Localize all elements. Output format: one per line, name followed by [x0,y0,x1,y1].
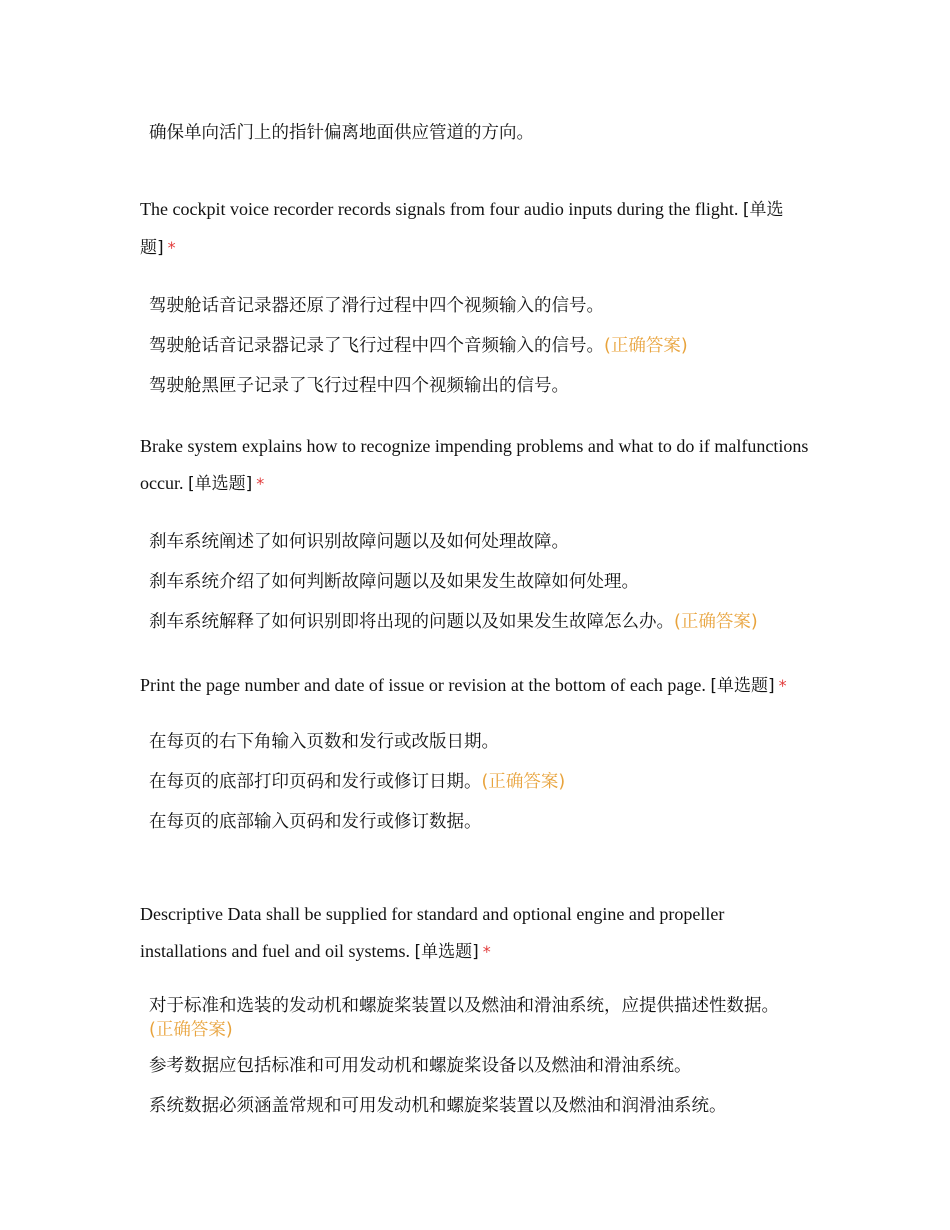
option-text: 驾驶舱话音记录器还原了滑行过程中四个视频输入的信号。 [149,296,604,316]
option-item[interactable] [149,1094,799,1118]
option-text: 驾驶舱话音记录器记录了飞行过程中四个音频输入的信号。 [149,336,604,356]
question-0-options [0,121,950,145]
question-text: Brake system explains how to recognize impending problems and what to do if malfunctions occur. [140,436,809,493]
option-item[interactable] [149,994,799,1042]
option-text: 刹车系统介绍了如何判断故障问题以及如果发生故障如何处理。 [149,572,639,592]
option-text: 刹车系统阐述了如何识别故障问题以及如何处理故障。 [149,532,569,552]
question-type-tag: [单选题] [414,942,479,962]
question-type-tag: [单选题] [187,474,253,494]
question-text: Descriptive Data shall be supplied for standard and optional engine and propeller installations and fuel and oil systems. [140,904,725,961]
question-title [140,667,815,705]
option-item[interactable] [149,610,799,634]
question-title [140,428,815,503]
correct-answer-tag: (正确答案) [674,612,758,632]
question-4 [0,896,950,1118]
option-text: 确保单向活门上的指针偏离地面供应管道的方向。 [149,123,534,143]
option-item[interactable] [149,530,799,554]
question-2 [0,428,950,634]
required-mark: * [256,474,265,493]
question-title [140,896,815,971]
option-item[interactable] [149,121,799,145]
option-item[interactable] [149,294,799,318]
question-3 [0,667,950,834]
option-text: 系统数据必须涵盖常规和可用发动机和螺旋桨装置以及燃油和润滑油系统。 [149,1096,727,1116]
option-item[interactable] [149,730,799,754]
required-mark: * [167,238,176,257]
option-text: 参考数据应包括标准和可用发动机和螺旋桨设备以及燃油和滑油系统。 [149,1056,692,1076]
option-text: 刹车系统解释了如何识别即将出现的问题以及如果发生故障怎么办。 [149,612,674,632]
option-text: 对于标准和选装的发动机和螺旋桨装置以及燃油和滑油系统，应提供描述性数据。 [149,996,779,1016]
option-item[interactable] [149,1054,799,1078]
question-1 [0,191,950,398]
option-text: 在每页的右下角输入页数和发行或改版日期。 [149,732,499,752]
option-text: 在每页的底部输入页码和发行或修订数据。 [149,812,482,832]
question-text: The cockpit voice recorder records signals from four audio inputs during the flight. [140,199,739,219]
required-mark: * [482,942,491,961]
option-item[interactable] [149,810,799,834]
correct-answer-tag: (正确答案) [604,336,688,356]
question-title [140,191,815,267]
option-text: 驾驶舱黑匣子记录了飞行过程中四个视频输出的信号。 [149,376,569,396]
option-text: 在每页的底部打印页码和发行或修订日期。 [149,772,482,792]
correct-answer-tag: (正确答案) [149,1020,233,1040]
option-item[interactable] [149,570,799,594]
question-type-tag: [单选题] [140,200,784,258]
option-item[interactable] [149,770,799,794]
option-item[interactable] [149,334,799,358]
option-item[interactable] [149,374,799,398]
correct-answer-tag: (正确答案) [481,772,566,792]
question-type-tag: [单选题] [710,676,775,696]
question-text: Print the page number and date of issue or revision at the bottom of each page. [140,675,706,695]
required-mark: * [778,676,787,695]
